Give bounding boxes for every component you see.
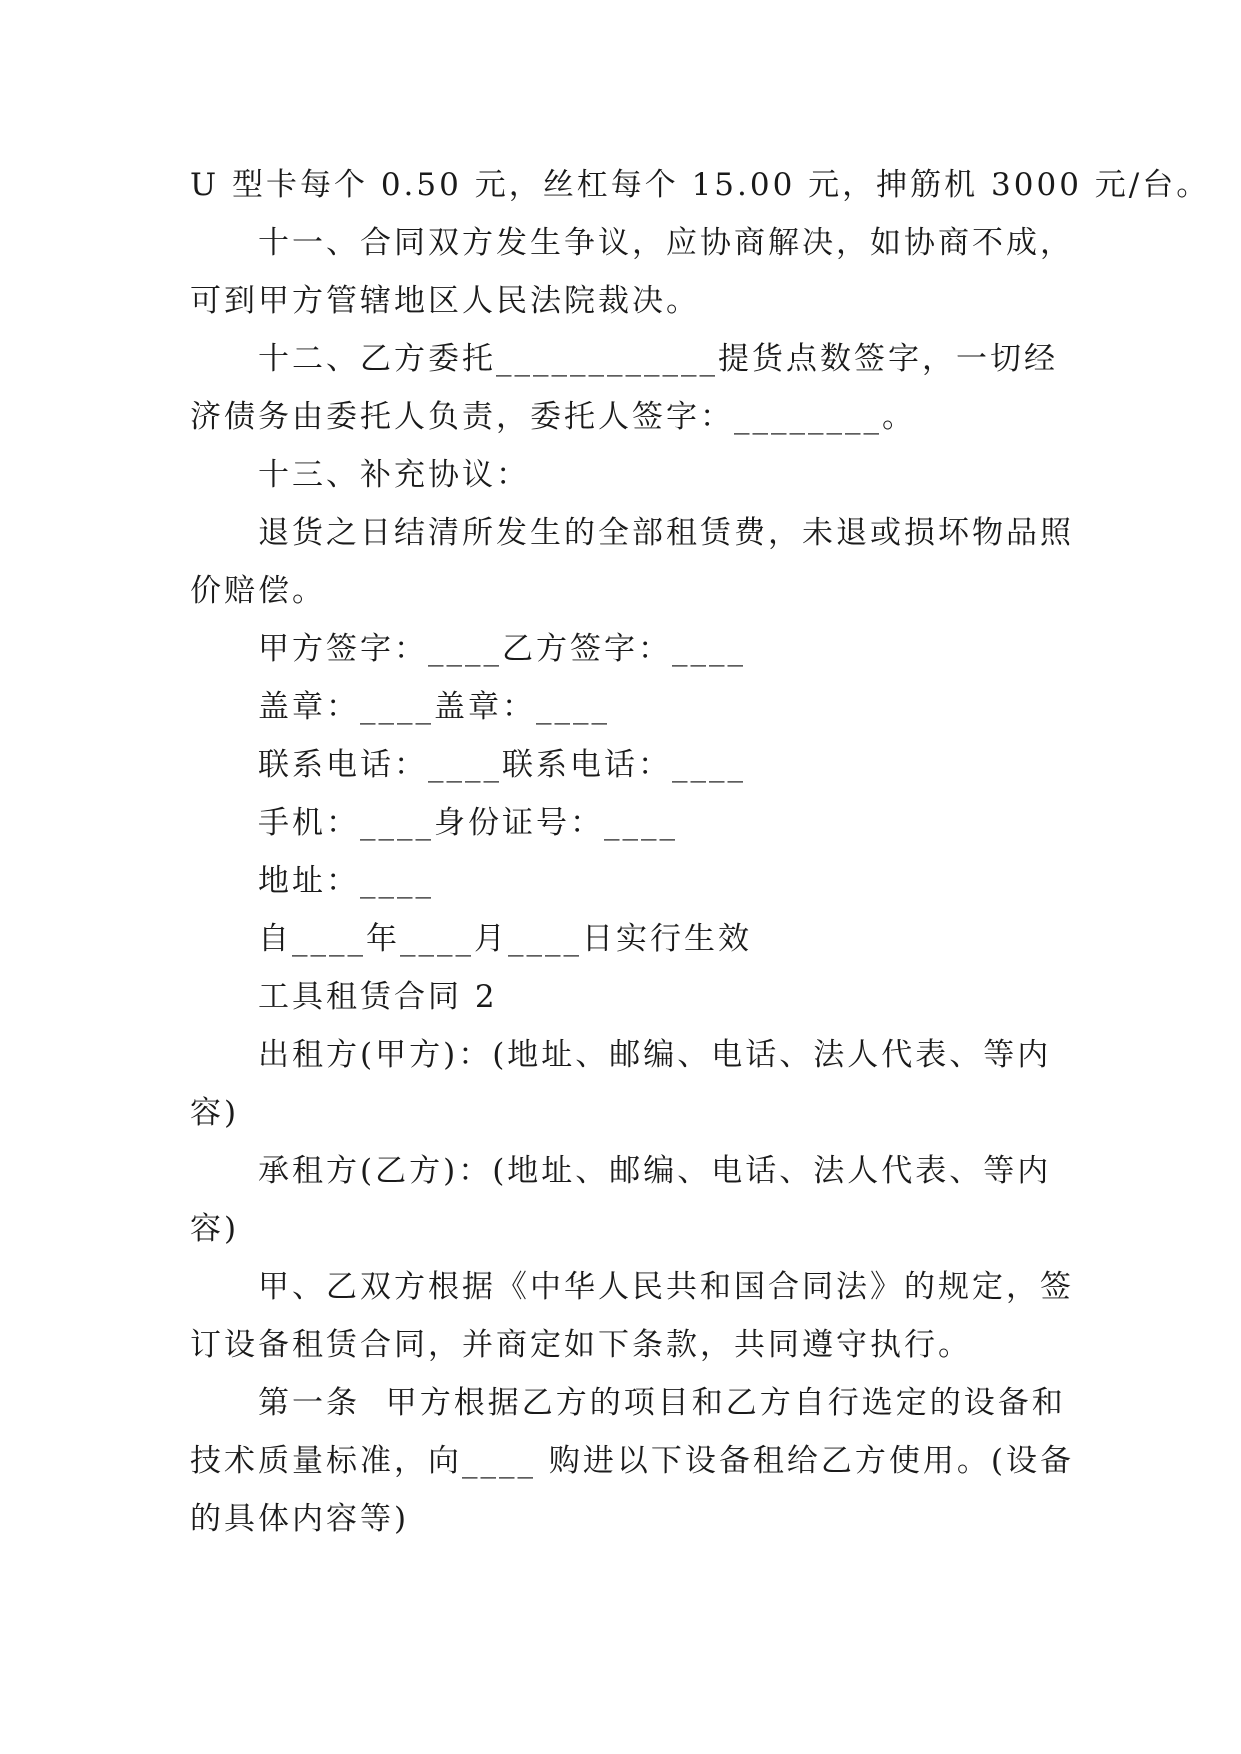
preamble-line: 甲、乙双方根据《中华人民共和国合同法》的规定，签: [258, 1269, 1074, 1305]
lessor-line: 出租方(甲方)：(地址、邮编、电话、法人代表、等内: [258, 1037, 1052, 1073]
text-line: 容): [190, 1211, 240, 1247]
clause-13-heading: 十三、补充协议：: [258, 457, 530, 493]
text-line: 订设备租赁合同，并商定如下条款，共同遵守执行。: [190, 1327, 972, 1363]
address-line: 地址：____: [258, 863, 434, 899]
phone-line: 联系电话：____联系电话：____: [258, 747, 746, 783]
text-line: 价赔偿。: [190, 573, 326, 609]
seal-line: 盖章：____盖章：____: [258, 689, 610, 725]
text-line: 济债务由委托人负责，委托人签字：________。: [190, 399, 916, 435]
section-title: 工具租赁合同 2: [258, 979, 498, 1015]
clause-12-line: 十二、乙方委托____________提货点数签字，一切经: [258, 341, 1058, 377]
signature-line: 甲方签字：____乙方签字：____: [258, 631, 746, 667]
text-line: 可到甲方管辖地区人民法院裁决。: [190, 283, 700, 319]
clause-11-line: 十一、合同双方发生争议，应协商解决，如协商不成，: [258, 225, 1074, 261]
mobile-id-line: 手机：____身份证号：____: [258, 805, 678, 841]
text-line: 容): [190, 1095, 240, 1131]
effective-date-line: 自____年____月____日实行生效: [258, 921, 752, 957]
text-line: 退货之日结清所发生的全部租赁费，未退或损坏物品照: [258, 515, 1074, 551]
article-1-line: 第一条 甲方根据乙方的项目和乙方自行选定的设备和: [258, 1385, 1066, 1421]
text-line: U 型卡每个 0.50 元，丝杠每个 15.00 元，抻筋机 3000 元/台。: [190, 167, 1211, 203]
text-line: 的具体内容等): [190, 1501, 410, 1537]
lessee-line: 承租方(乙方)：(地址、邮编、电话、法人代表、等内: [258, 1153, 1052, 1189]
text-line: 技术质量标准，向____ 购进以下设备租给乙方使用。(设备: [190, 1443, 1074, 1479]
